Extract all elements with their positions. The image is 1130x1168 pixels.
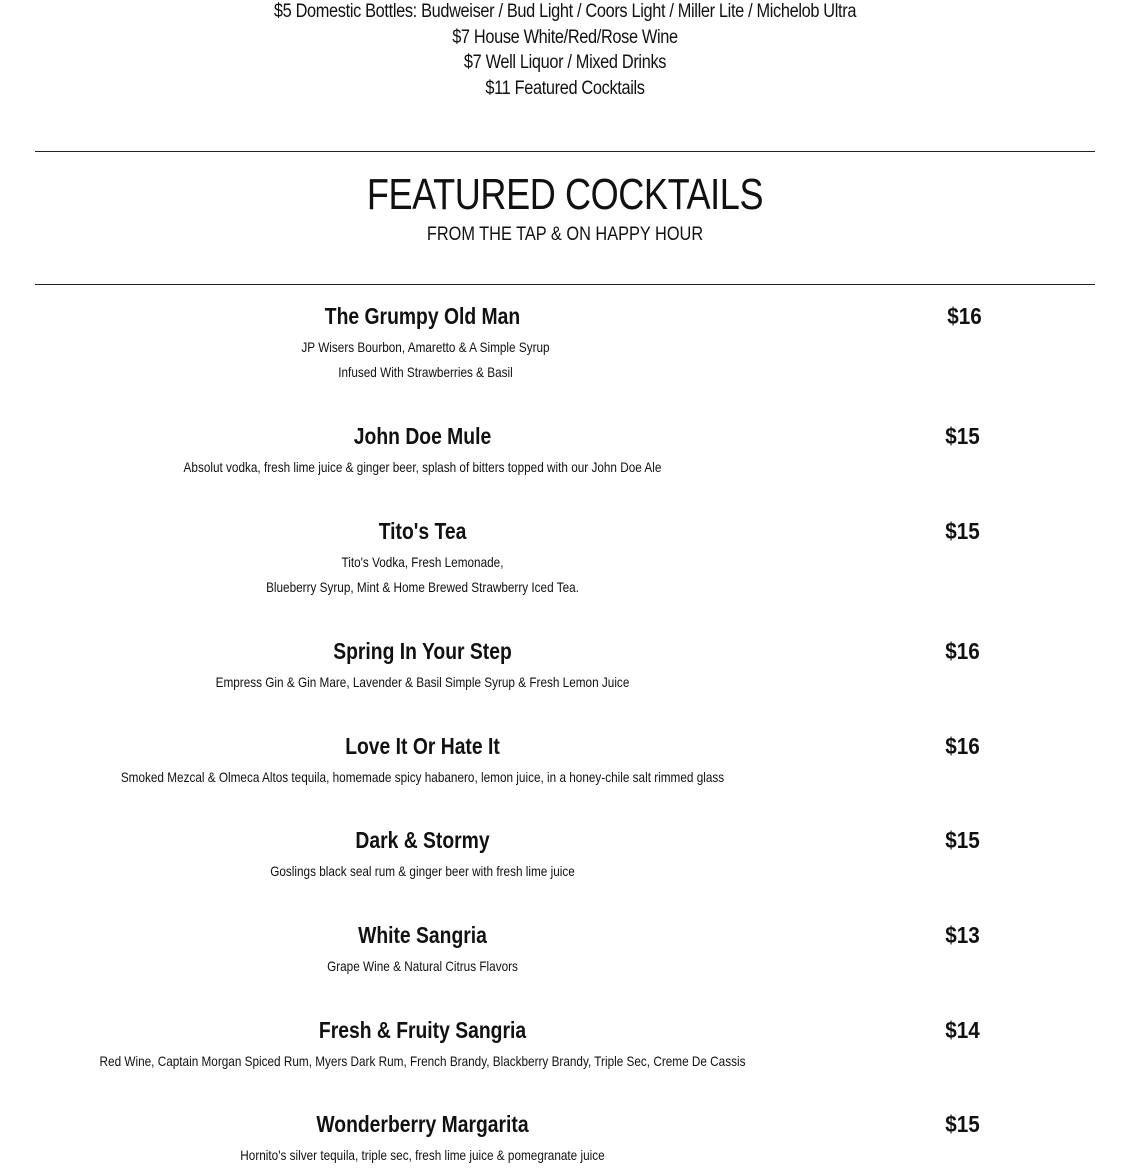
description-line: Empress Gin & Gin Mare, Lavender & Basil Simple Syrup & Fresh Lemon Juice [215,674,630,690]
cocktail-description [68,1049,778,1074]
cocktail-price: $14 [945,1017,980,1043]
special-house-wine: $7 House White/Red/Rose Wine [452,26,678,48]
cocktail-name: Wonderberry Margarita [316,1111,529,1137]
cocktail-price: $16 [947,303,982,329]
description-line: Grape Wine & Natural Citrus Flavors [327,958,518,974]
section-title: FEATURED COCKTAILS [366,170,764,219]
cocktail-name: White Sangria [358,922,487,948]
cocktail-price: $13 [945,922,980,948]
cocktail-name: Fresh & Fruity Sangria [318,1017,527,1043]
cocktail-description [68,859,778,884]
cocktail-price: $15 [945,827,980,853]
cocktail-description [68,455,778,480]
special-well-liquor: $7 Well Liquor / Mixed Drinks [463,52,667,73]
description-line: Infused With Strawberries & Basil [338,364,513,380]
section-divider-bottom [35,284,1095,285]
cocktail-name: Dark & Stormy [355,827,490,853]
cocktail-name: The Grumpy Old Man [324,303,521,329]
special-domestic-bottles: $5 Domestic Bottles: Budweiser / Bud Light / Coors Light / Miller Lite / Michelob Ultra [273,1,857,22]
description-line: Absolut vodka, fresh lime juice & ginger beer, splash of bitters topped with our John Doe Ale [183,459,662,475]
cocktail-price: $15 [945,423,980,449]
cocktail-name: Spring In Your Step [333,638,512,664]
description-line: Blueberry Syrup, Mint & Home Brewed Strawberry Iced Tea. [266,579,579,595]
cocktail-description [71,335,781,385]
description-line: Hornito's silver tequila, triple sec, fresh lime juice & pomegranate juice [240,1147,605,1163]
cocktail-price: $16 [945,638,980,664]
cocktail-name: John Doe Mule [353,423,492,449]
description-line: JP Wisers Bourbon, Amaretto & A Simple Syrup [301,339,550,355]
cocktail-price: $16 [945,733,980,759]
description-line: Goslings black seal rum & ginger beer with fresh lime juice [270,863,575,879]
description-line: Red Wine, Captain Morgan Spiced Rum, Myers Dark Rum, French Brandy, Blackberry Brandy, Triple Sec, Creme De Cassis [99,1053,746,1069]
cocktail-description [68,954,778,979]
cocktail-price: $15 [945,518,980,544]
cocktail-description [68,765,778,790]
description-line: Smoked Mezcal & Olmeca Altos tequila, homemade spicy habanero, lemon juice, in a honey-chile salt rimmed glass [120,769,725,785]
section-divider-top [35,151,1095,152]
happy-hour-specials [0,0,1130,101]
cocktail-price: $15 [945,1111,980,1137]
section-subtitle: FROM THE TAP & ON HAPPY HOUR [426,224,704,245]
description-line: Tito's Vodka, Fresh Lemonade, [341,554,504,570]
cocktail-description [68,670,778,695]
cocktail-description [68,550,778,600]
cocktail-description [68,1143,778,1168]
cocktail-name: Love It Or Hate It [345,733,500,759]
cocktail-name: Tito's Tea [378,518,467,544]
special-featured-cocktails: $11 Featured Cocktails [485,77,645,99]
